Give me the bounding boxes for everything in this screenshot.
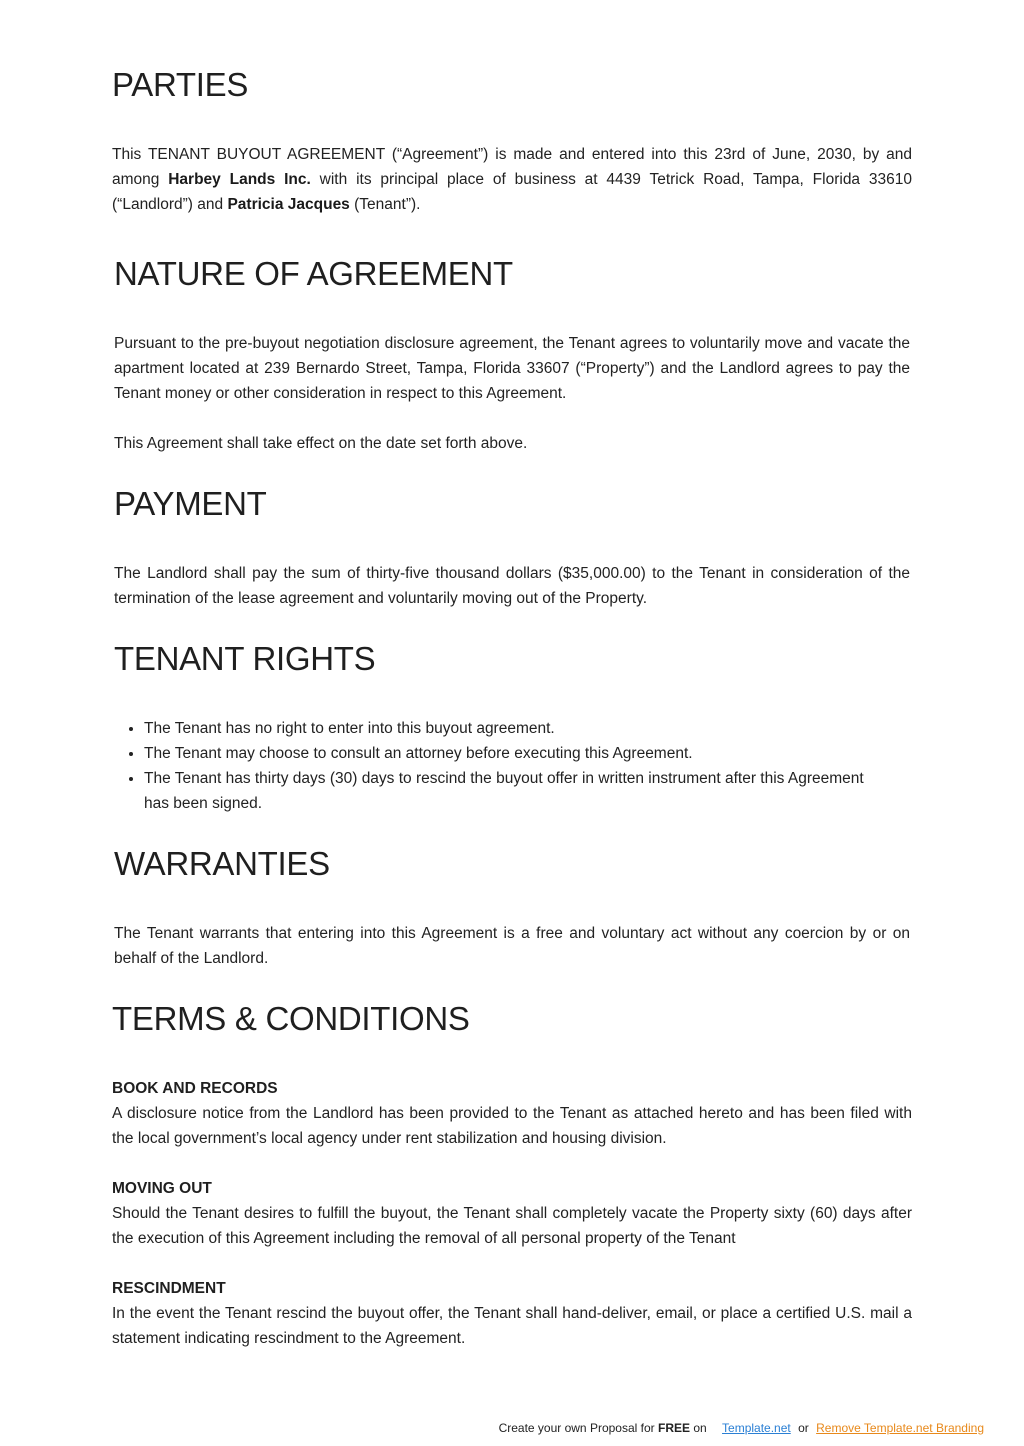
template-net-link[interactable]: Template.net bbox=[722, 1421, 791, 1435]
branding-footer bbox=[499, 1418, 984, 1438]
parties-text-a: This TENANT BUYOUT AGREEMENT (“Agreement”) is made and entered into this 23rd of June, 2030, by and among bbox=[112, 146, 912, 188]
heading-terms: TERMS & CONDITIONS bbox=[112, 1000, 470, 1037]
footer-on: on bbox=[690, 1421, 707, 1435]
payment-paragraph: The Landlord shall pay the sum of thirty-five thousand dollars ($35,000.00) to the Tenant in consideration of the termination of the lease agreement and voluntarily moving out of the Property. bbox=[114, 565, 910, 607]
moving-out-title: MOVING OUT bbox=[112, 1180, 212, 1197]
tenant-rights-list bbox=[114, 716, 889, 816]
rescindment-title: RESCINDMENT bbox=[112, 1280, 226, 1297]
nature-paragraph-1: Pursuant to the pre-buyout negotiation disclosure agreement, the Tenant agrees to voluntarily move and vacate the apartment located at 239 Bernardo Street, Tampa, Florida 33607 (“Property”) and the Landlord agrees to pay the Tenant money or other consideration in respect to this Agreement. bbox=[114, 335, 910, 402]
parties-text-c: (Tenant”). bbox=[349, 196, 421, 213]
footer-prefix: Create your own Proposal for bbox=[498, 1421, 658, 1435]
list-item: • The Tenant has thirty days (30) days to rescind the buyout offer in written instrument after this Agreement has been signed. bbox=[144, 766, 889, 816]
footer-free: FREE bbox=[657, 1421, 690, 1435]
rescindment-text: In the event the Tenant rescind the buyout offer, the Tenant shall hand-deliver, email, or place a certified U.S. mail a statement indicating rescindment to the Agreement. bbox=[112, 1305, 912, 1347]
section-tenant-rights bbox=[114, 639, 910, 816]
section-parties bbox=[112, 65, 912, 217]
list-item: • The Tenant has no right to enter into this buyout agreement. bbox=[144, 716, 889, 741]
warranties-paragraph: The Tenant warrants that entering into this Agreement is a free and voluntary act without any coercion by or on behalf of the Landlord. bbox=[114, 925, 910, 967]
heading-parties: PARTIES bbox=[112, 66, 249, 103]
book-records-title: BOOK AND RECORDS bbox=[112, 1080, 278, 1097]
section-terms bbox=[112, 999, 912, 1351]
remove-branding-link[interactable]: Remove Template.net Branding bbox=[816, 1421, 984, 1435]
nature-paragraph-2: This Agreement shall take effect on the date set forth above. bbox=[114, 435, 528, 452]
book-records-text: A disclosure notice from the Landlord has been provided to the Tenant as attached hereto and has been filed with the local government’s local agency under rent stabilization and housing division. bbox=[112, 1105, 912, 1147]
parties-text-b: with its principal place of business at 4439 Tetrick Road, Tampa, Florida 33610 (“Landlord”) and bbox=[112, 171, 912, 213]
parties-paragraph bbox=[112, 142, 912, 217]
heading-tenant-rights: TENANT RIGHTS bbox=[114, 640, 376, 677]
moving-out-text: Should the Tenant desires to fulfill the buyout, the Tenant shall completely vacate the Property sixty (60) days after the execution of this Agreement including the removal of all personal property of the Tenant bbox=[112, 1205, 912, 1247]
list-item: • The Tenant may choose to consult an attorney before executing this Agreement. bbox=[144, 741, 889, 766]
section-nature bbox=[114, 254, 910, 456]
heading-payment: PAYMENT bbox=[114, 485, 267, 522]
landlord-name: Harbey Lands Inc. bbox=[168, 171, 311, 188]
footer-or: or bbox=[798, 1421, 809, 1435]
heading-nature: NATURE OF AGREEMENT bbox=[114, 255, 513, 292]
section-warranties bbox=[114, 844, 910, 971]
heading-warranties: WARRANTIES bbox=[114, 845, 330, 882]
section-payment bbox=[114, 484, 910, 611]
tenant-name: Patricia Jacques bbox=[227, 196, 350, 213]
